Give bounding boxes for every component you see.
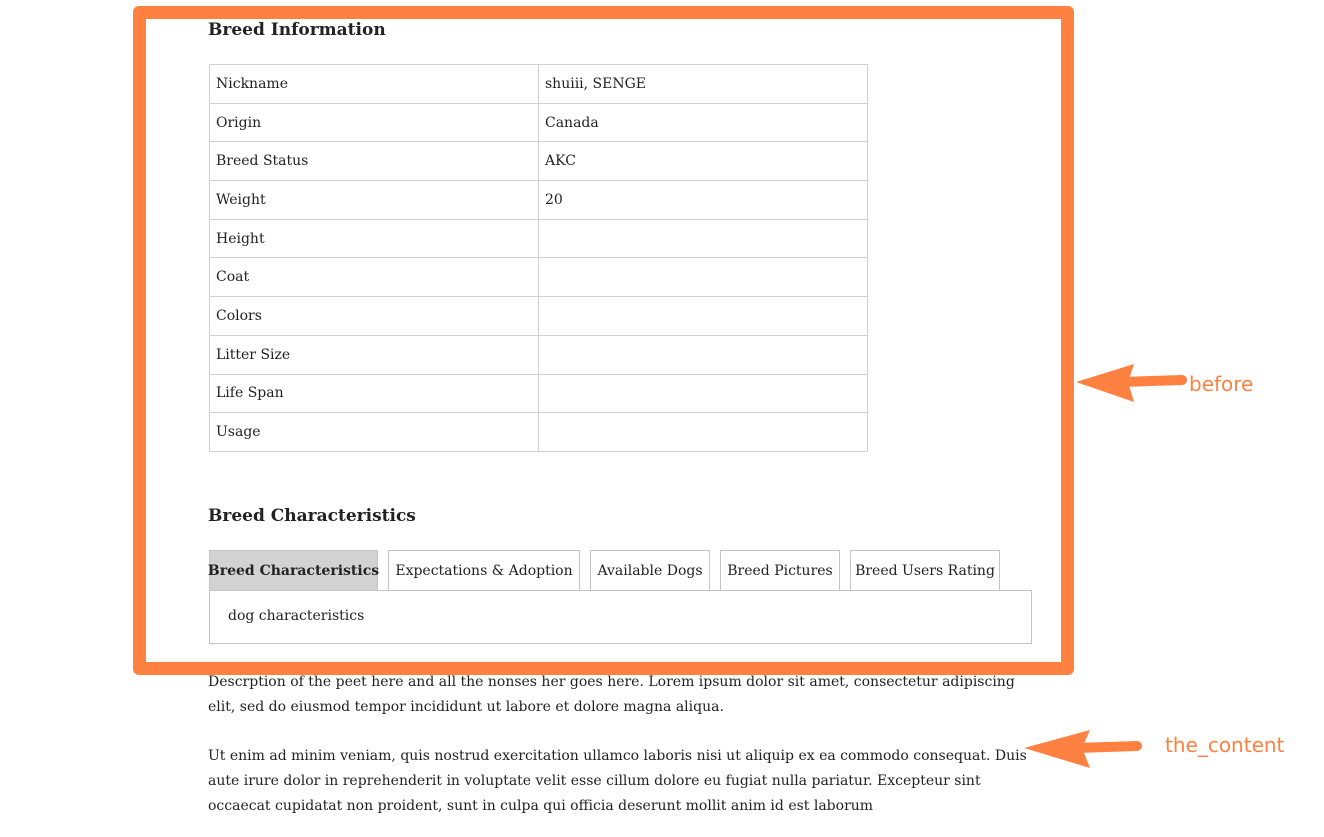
content-paragraph-2: Ut enim ad minim veniam, quis nostrud exercitation ullamco laboris nisi ut aliquip ex ea commodo consequat. Duis aute irure dolor in reprehenderit in voluptate velit esse cillum dolore eu fugiat nulla pariatur. Excepteur sint occaecat cupidatat non proident, sunt in culpa qui officia deserunt mollit anim id est laborum (208, 748, 1027, 814)
table-row (210, 219, 868, 258)
table-row (210, 374, 868, 413)
row-value (539, 219, 868, 258)
table-row (210, 142, 868, 181)
table-row (210, 103, 868, 142)
row-value: Canada (539, 103, 868, 142)
row-label: Colors (210, 297, 539, 336)
content-paragraph-1: Descrption of the peet here and all the nonses her goes here. Lorem ipsum dolor sit amet, consectetur adipiscing elit, sed do eiusmod tempor incididunt ut labore et dolore magna aliqua. (208, 674, 1015, 715)
row-label: Breed Status (210, 142, 539, 181)
table-row (210, 258, 868, 297)
table-row (210, 297, 868, 336)
before-annotation-label: before (1189, 372, 1254, 396)
table-row (210, 65, 868, 104)
row-label: Height (210, 219, 539, 258)
tab-expectations-adoption[interactable]: Expectations & Adoption (388, 550, 580, 590)
row-value: AKC (539, 142, 868, 181)
tab-breed-characteristics[interactable]: Breed Characteristics (209, 550, 378, 590)
row-label: Coat (210, 258, 539, 297)
the-content-annotation-label: the_content (1165, 733, 1285, 757)
row-value: shuiii, SENGE (539, 65, 868, 104)
tab-breed-pictures[interactable]: Breed Pictures (720, 550, 840, 590)
row-value: 20 (539, 181, 868, 220)
breed-information-table (209, 64, 868, 452)
row-value (539, 297, 868, 336)
table-row (210, 413, 868, 452)
row-value (539, 413, 868, 452)
tab-panel (209, 590, 1032, 644)
table-row (210, 181, 868, 220)
row-label: Nickname (210, 65, 539, 104)
breed-information-heading: Breed Information (208, 20, 386, 40)
row-label: Usage (210, 413, 539, 452)
tab-panel-text: dog characteristics (228, 608, 365, 624)
row-label: Origin (210, 103, 539, 142)
before-arrow-icon (1070, 360, 1190, 410)
row-value (539, 258, 868, 297)
tab-available-dogs[interactable]: Available Dogs (590, 550, 710, 590)
row-label: Litter Size (210, 335, 539, 374)
breed-characteristics-heading: Breed Characteristics (208, 506, 416, 526)
row-value (539, 335, 868, 374)
row-label: Weight (210, 181, 539, 220)
row-label: Life Span (210, 374, 539, 413)
row-value (539, 374, 868, 413)
tab-breed-users-rating[interactable]: Breed Users Rating (850, 550, 1000, 590)
the-content-arrow-icon (1020, 726, 1145, 776)
table-row (210, 335, 868, 374)
